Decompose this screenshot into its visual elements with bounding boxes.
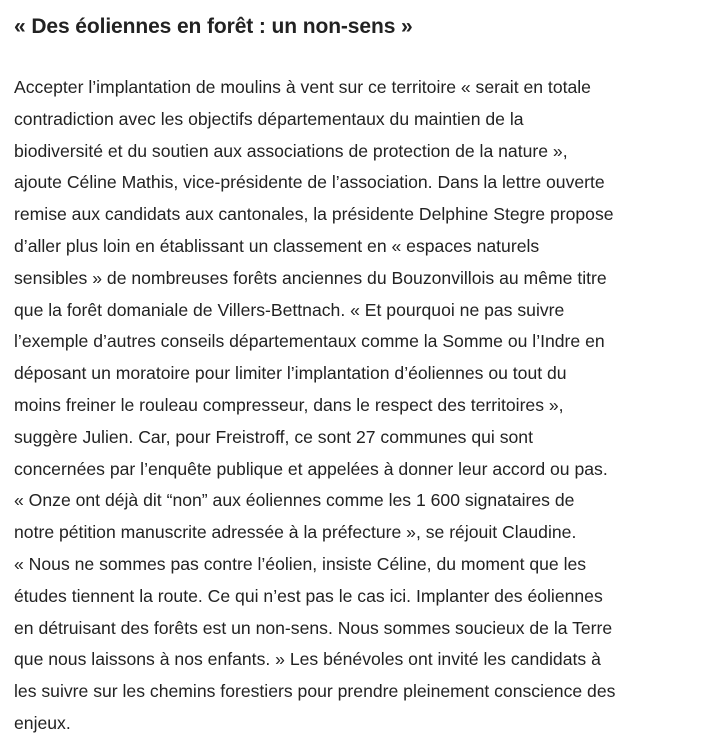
article-paragraph [14,72,704,740]
paragraph-line: l’exemple d’autres conseils départementaux comme la Somme ou l’Indre en [14,331,605,352]
article [14,12,704,740]
paragraph-line: sensibles » de nombreuses forêts anciennes du Bouzonvillois au même titre [14,267,607,288]
paragraph-line: que nous laissons à nos enfants. » Les bénévoles ont invité les candidats à [14,649,601,670]
paragraph-line: d’aller plus loin en établissant un classement en « espaces naturels [14,235,540,256]
paragraph-line: déposant un moratoire pour limiter l’implantation d’éoliennes ou tout du [14,363,567,384]
paragraph-line: « Nous ne sommes pas contre l’éolien, insiste Céline, du moment que les [14,553,587,574]
paragraph-line: ajoute Céline Mathis, vice-présidente de l’association. Dans la lettre ouverte [14,172,605,193]
paragraph-line: biodiversité et du soutien aux associations de protection de la nature », [14,140,568,161]
paragraph-line: contradiction avec les objectifs départementaux du maintien de la [14,108,524,129]
paragraph-line: les suivre sur les chemins forestiers pour prendre pleinement conscience des [14,681,616,702]
article-heading: « Des éoliennes en forêt : un non-sens » [14,15,413,38]
paragraph-line: études tiennent la route. Ce qui n’est pas le cas ici. Implanter des éoliennes [14,585,603,606]
paragraph-line: « Onze ont déjà dit “non” aux éoliennes comme les 1 600 signataires de [14,490,575,511]
paragraph-line: notre pétition manuscrite adressée à la préfecture », se réjouit Claudine. [14,522,577,543]
paragraph-line: remise aux candidats aux cantonales, la présidente Delphine Stegre propose [14,204,614,225]
paragraph-line: en détruisant des forêts est un non-sens. Nous sommes soucieux de la Terre [14,617,613,638]
paragraph-line: concernées par l’enquête publique et appelées à donner leur accord ou pas. [14,458,608,479]
paragraph-line: enjeux. [14,712,71,733]
paragraph-line: que la forêt domaniale de Villers-Bettnach. « Et pourquoi ne pas suivre [14,299,565,320]
paragraph-line: moins freiner le rouleau compresseur, dans le respect des territoires », [14,394,564,415]
paragraph-line: suggère Julien. Car, pour Freistroff, ce sont 27 communes qui sont [14,426,533,447]
paragraph-line: Accepter l’implantation de moulins à vent sur ce territoire « serait en totale [14,77,591,97]
